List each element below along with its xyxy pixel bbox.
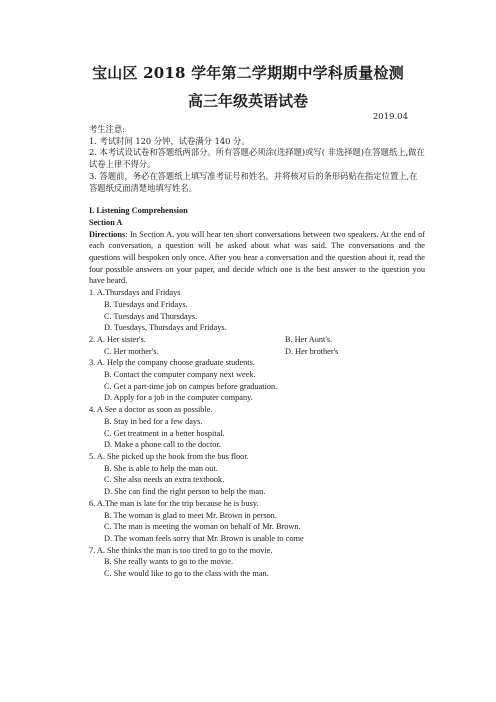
section-heading: Section A — [89, 217, 123, 227]
exam-subtitle: 高三年级英语试卷 — [187, 92, 308, 110]
option-6d: D. The woman feels sorry that Mr. Brown is unable to come — [104, 533, 304, 543]
directions — [89, 229, 425, 288]
option-2c: C. Her mother's. — [104, 346, 159, 356]
option-1c: C. Tuesdays and Thursdays. — [104, 311, 198, 321]
option-1d: D. Tuesdays, Thursdays and Fridays. — [104, 323, 227, 333]
option-6c: C. The man is meeting the woman on behalf of Mr. Brown. — [104, 522, 301, 532]
option-2d: D. Her brother's — [285, 346, 339, 356]
notice-item-1: 1. 考试时间 120 分钟，试卷满分 140 分。 — [89, 135, 250, 146]
option-5c: C. She also needs an extra textbook. — [104, 475, 225, 485]
option-4c: C. Get treatment in a better hospital. — [104, 428, 225, 438]
notice-heading: 考生注意: — [89, 124, 125, 134]
option-4b: B. Stay in bed for a few days. — [104, 416, 203, 426]
exam-body — [89, 124, 425, 580]
notice-item-2: 2. 本考试设试卷和答题纸两部分。所有答题必须涂(选择题)或写( 非选择题)在答题纸上,做在试卷上律不得分。 — [89, 147, 425, 170]
question-2-row-1 — [89, 334, 425, 346]
exam-date: 2019.04 — [372, 112, 408, 122]
option-1b: B. Tuesdays and Fridays. — [104, 299, 188, 309]
notice-item-3: 3. 答题前，务必在答题纸上填写准考证号和姓名，并将核对后的条形码贴在指定位置上,在答题纸反面清楚地填写姓名。 — [89, 170, 418, 193]
question-4: 4. A See a doctor as soon as possible. — [89, 405, 213, 415]
question-6: 6. A.The man is late for the trip because he is busy. — [89, 498, 259, 508]
part-heading: I. Listening Comprehension — [89, 206, 188, 216]
question-2-row-2 — [89, 346, 425, 358]
option-6b: B. The woman is glad to meet Mr. Brown in person. — [104, 510, 277, 520]
exam-title: 宝山区 2018 学年第二学期期中学科质量检测 — [92, 64, 404, 82]
question-7: 7. A. She thinks the man is too tired to go to the movie. — [89, 545, 273, 555]
option-5b: B. She is able to help the man out. — [104, 463, 218, 473]
question-2: 2. A. Her sister's. — [89, 334, 146, 344]
question-3: 3. A. Help the company choose graduate students. — [89, 358, 255, 368]
directions-label: Directions — [89, 229, 126, 239]
question-5: 5. A. She picked up the book from the bus floor. — [89, 451, 249, 461]
option-7c: C. She would like to go to the class with the man. — [104, 569, 269, 579]
option-2b: B. Her Aunt's. — [285, 334, 333, 344]
option-3d: D. Apply for a job in the computer company. — [104, 393, 253, 403]
option-3c: C. Get a part-time job on campus before graduation. — [104, 381, 278, 391]
option-7b: B. She really wants to go to the movie. — [104, 557, 234, 567]
option-5d: D. She can find the right person to help the man. — [104, 487, 266, 497]
directions-text: : In Section A. you will hear ten short conversations between two speakers. At the end of each conversation, a question will be asked about what was said. The conversations and the questions will bespoken only once. After you hear a conversation and the question about it, read the four possible answers on your paper, and decide which one is the best answer to the question you have heard. — [89, 229, 425, 286]
option-4d: D. Make a phone call to the doctor. — [104, 440, 221, 450]
question-1: 1. A.Thursdays and Fridays — [89, 288, 181, 298]
option-3b: B. Contact the computer company next week. — [104, 370, 256, 380]
